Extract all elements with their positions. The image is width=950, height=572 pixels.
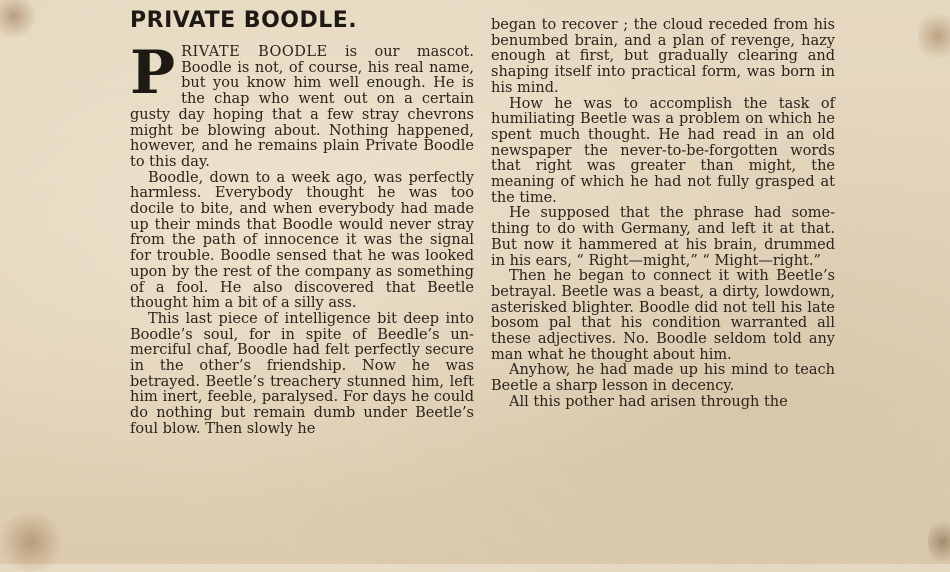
article-column-left [130, 0, 474, 438]
article-title: PRIVATE BOODLE. [130, 8, 358, 33]
article-paragraph: How he was to accomplish the task of humiliating Beetle was a problem on which he spent much thought. He had read in an old newspaper the never-to-be-forgotten words that right was greater than might, the meaning of which he had not fully grasped at the time. [491, 95, 835, 206]
article-paragraph: Anyhow, he had made up his mind to teach Beetle a sharp lesson in decency. [491, 362, 835, 395]
opening-caps-text: RIVATE BOODLE [181, 44, 328, 60]
article-paragraph: He supposed that the phrase had something to do with Germany, and left it at that. But now it hammered at his brain, drummed in his ears, “ Right—might,” “ Might—right.” [491, 205, 835, 269]
paper-stain-bottom-left [0, 512, 66, 572]
article-paragraph: All this pother had arisen through the [509, 393, 788, 410]
article-continuation-paragraph: began to recover ; the cloud receded from his benumbed brain, and a plan of revenge, hazy enough at first, but gradually clearing and shaping itself into practical form, was born in his mind. [491, 17, 835, 96]
paper-stain-top-right [918, 8, 950, 64]
article-paragraph: Then he began to connect it with Beetle’s betrayal. Beetle was a beast, a dirty, lowdown, asterisked blighter. Boodle did not tell his late bosom pal that his condition warranted all these adjectives. No. Boodle seldom told any man what he thought about him. [491, 268, 835, 363]
paper-stain-top-left [0, 0, 38, 38]
article-paragraph: Boodle, down to a week ago, was perfectly harmless. Everybody thought he was too docile to bite, and when everybody had made up their minds that Boodle would never stray from the path of innocence it was the signal for trouble. Boodle sensed that he was looked upon by the rest of the company as something of a fool. He also discovered that Beetle thought him a bit of a silly ass. [130, 169, 474, 312]
article-column-right [491, 18, 835, 411]
article-paragraph: This last piece of intelligence bit deep into Boodle’s soul, for in spite of Beedle’s unmerciful chaf, Boodle had felt perfectly secure in the other’s friendship. Now he was betrayed. Beetle’s treachery stunned him, left him inert, feeble, paralysed. For days he could do nothing but remain dumb under Beetle’s foul blow. Then slowly he [130, 310, 474, 437]
opening-text: is our mascot. Boodle is not, of course, his real name, but you know him well enough. He is the chap who went out on a certain gusty day hoping that a few stray chevrons might be blowing about. Nothing happened, however, and he remains plain Private Boodle to this day. [130, 44, 474, 170]
article-opening-paragraph [130, 38, 474, 171]
paper-stain-bottom-right [928, 516, 950, 568]
drop-cap-letter: P [130, 38, 176, 108]
